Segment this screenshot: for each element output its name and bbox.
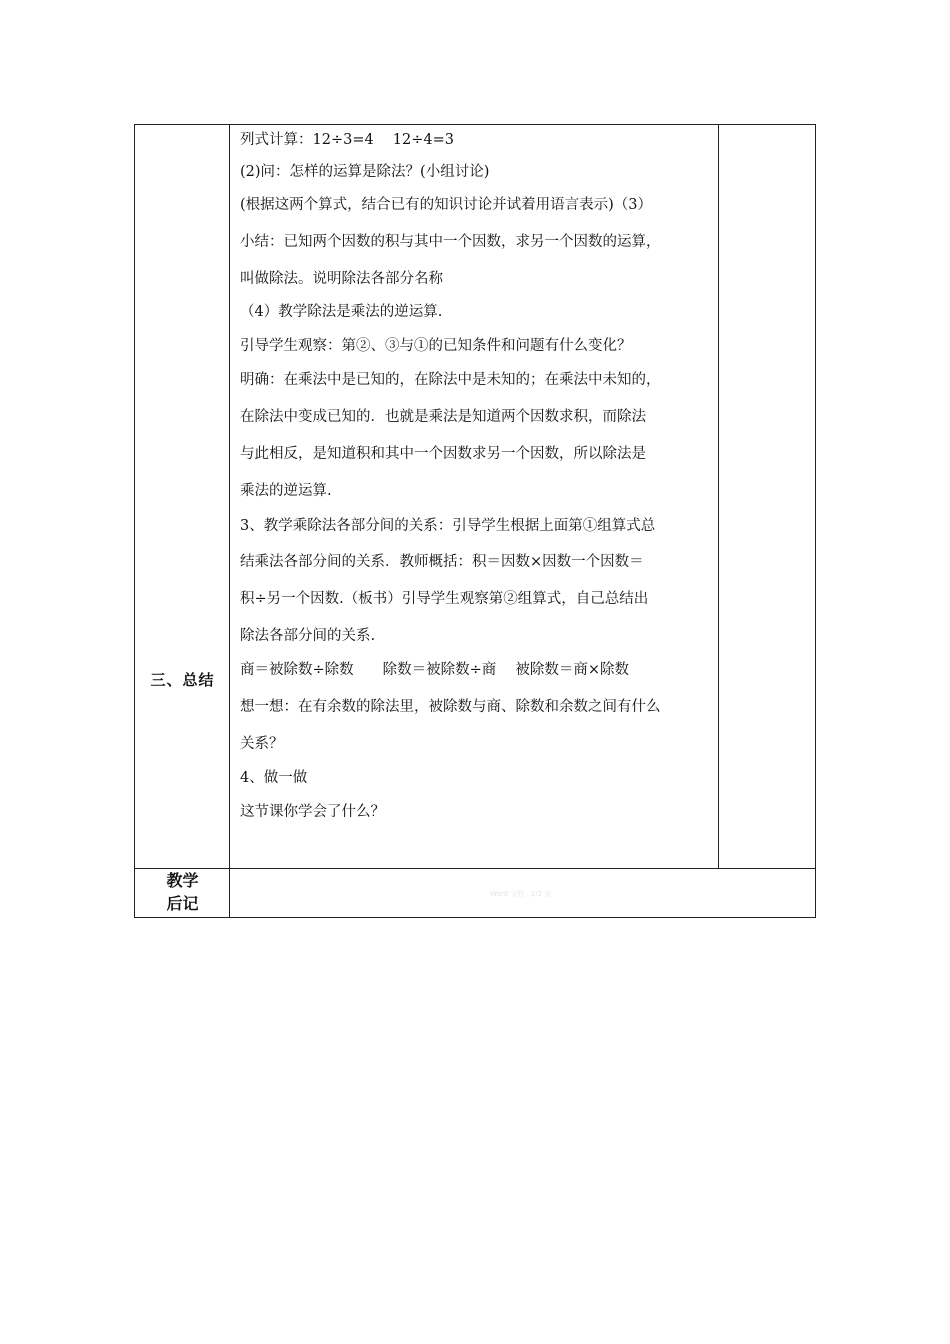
row-divider <box>135 868 816 869</box>
lesson-plan-table <box>134 124 816 918</box>
content-line: 叫做除法。说明除法各部分名称 <box>240 271 443 287</box>
content-line: 积÷另一个因数.（板书）引导学生观察第②组算式，自己总结出 <box>240 591 649 607</box>
teaching-notes-label-line1: 教学 <box>166 871 199 890</box>
content-line: (2)问：怎样的运算是除法？(小组讨论) <box>240 164 490 180</box>
content-line: 列式计算：12÷3=4 12÷4=3 <box>240 132 455 148</box>
content-line: 4、做一做 <box>240 770 308 786</box>
content-line: (根据这两个算式，结合已有的知识讨论并试着用语言表示)（3） <box>240 197 653 213</box>
teaching-notes-label <box>135 869 230 915</box>
content-line: 3、教学乘除法各部分间的关系：引导学生根据上面第①组算式总 <box>240 518 656 534</box>
watermark: Word 文档 · 1/2 页 <box>490 890 552 898</box>
column-divider-right <box>718 125 719 868</box>
content-line: 引导学生观察：第②、③与①的已知条件和问题有什么变化？ <box>240 338 632 354</box>
content-line: 除法各部分间的关系. <box>240 628 376 644</box>
content-line: 在除法中变成已知的．也就是乘法是知道两个因数求积，而除法 <box>240 409 646 425</box>
content-line: 关系？ <box>240 736 284 752</box>
content-line: 结乘法各部分间的关系．教师概括：积＝因数×因数一个因数＝ <box>240 554 644 570</box>
content-line: 明确：在乘法中是已知的，在除法中是未知的；在乘法中未知的， <box>240 372 661 388</box>
teaching-notes-label-line2: 后记 <box>166 894 199 913</box>
content-line: 想一想：在有余数的除法里，被除数与商、除数和余数之间有什么 <box>240 699 661 715</box>
section-label: 三、总结 <box>150 671 215 689</box>
content-line: 与此相反，是知道积和其中一个因数求另一个因数，所以除法是 <box>240 446 646 462</box>
content-line: 商＝被除数÷除数 除数＝被除数÷商 被除数＝商×除数 <box>240 662 630 678</box>
content-line: 乘法的逆运算. <box>240 483 332 499</box>
column-divider-left <box>229 125 230 918</box>
content-line: 这节课你学会了什么？ <box>240 804 385 820</box>
content-line: （4）教学除法是乘法的逆运算. <box>240 304 443 320</box>
content-line: 小结：已知两个因数的积与其中一个因数，求另一个因数的运算， <box>240 234 661 250</box>
